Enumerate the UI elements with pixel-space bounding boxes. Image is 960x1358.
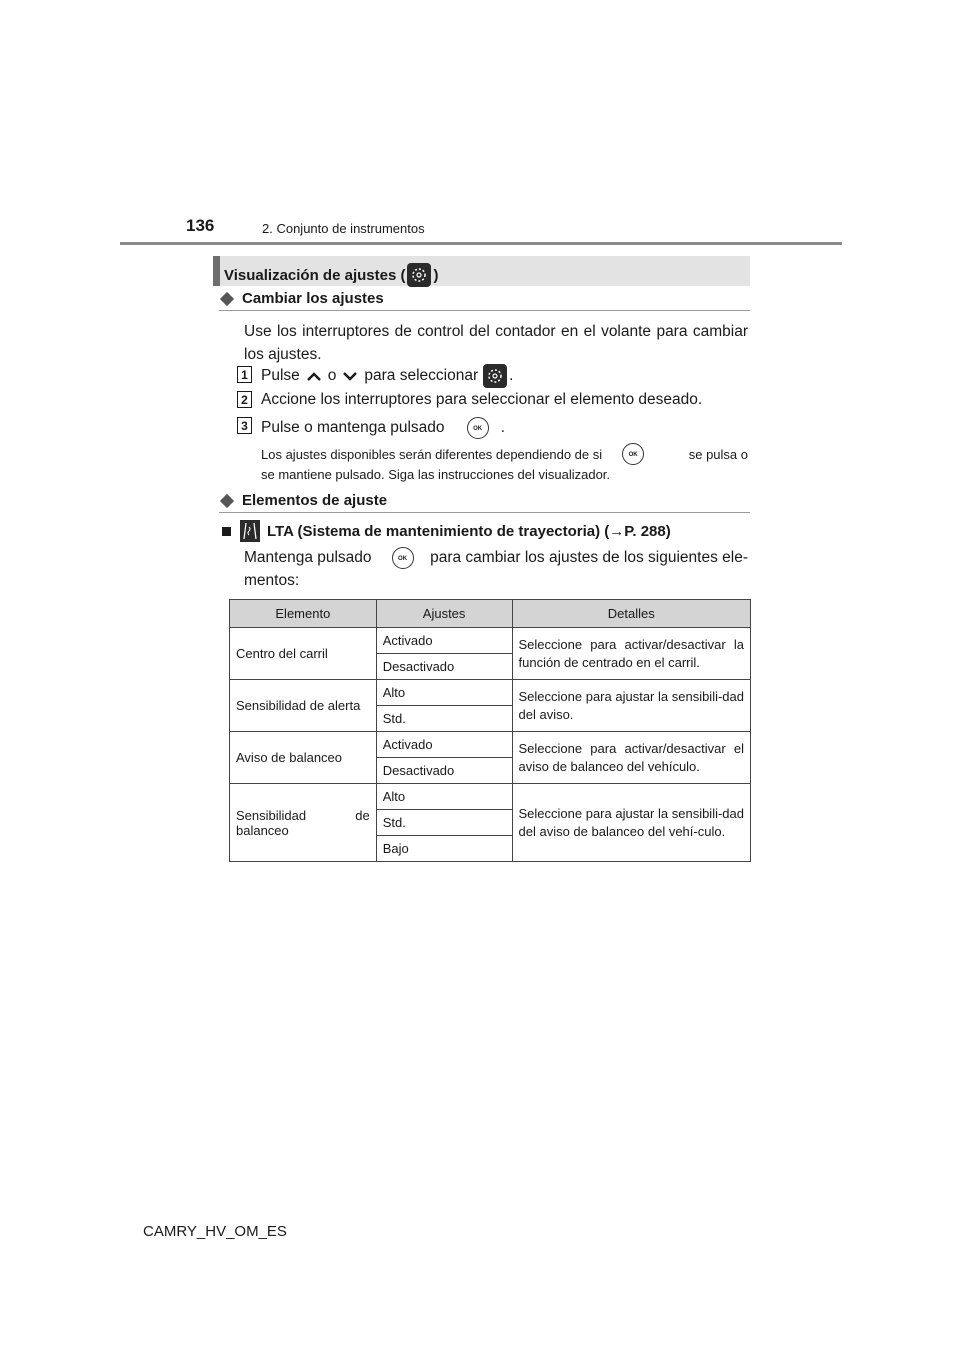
- step-3-part2: .: [500, 419, 505, 436]
- table-cell-setting: Alto: [376, 680, 512, 706]
- step-1-part2: o: [327, 367, 337, 384]
- diamond-bullet-icon: [220, 493, 234, 507]
- table-cell-detail: Seleccione para activar/desactivar la función de centrado en el carril.: [512, 628, 751, 680]
- chevron-down-icon: [336, 367, 364, 385]
- step-number: 1: [237, 366, 252, 383]
- table-row: [230, 784, 751, 810]
- table-row: [230, 628, 751, 654]
- lta-instructions: [244, 546, 748, 592]
- section-title-suffix: ): [433, 266, 439, 284]
- change-settings-heading: [219, 290, 384, 307]
- step-1-part4: .: [509, 367, 514, 384]
- lta-heading: [222, 520, 671, 542]
- section-title: [224, 263, 438, 287]
- ok-button-icon: OK: [392, 547, 414, 569]
- table-cell-setting: Desactivado: [376, 654, 512, 680]
- page-number: 136: [186, 216, 215, 235]
- lta-line2: mentos:: [244, 572, 300, 589]
- manual-code: CAMRY_HV_OM_ES: [143, 1223, 287, 1240]
- table-cell-setting: Alto: [376, 784, 512, 810]
- table-row: [230, 680, 751, 706]
- step-3-part1: Pulse o mantenga pulsado: [261, 419, 445, 436]
- table-cell-feature: Aviso de balanceo: [230, 732, 377, 784]
- table-cell-setting: Desactivado: [376, 758, 512, 784]
- step-2-text: Accione los interruptores para seleccionar el elemento deseado.: [261, 391, 703, 408]
- setting-elements-rule: [219, 512, 750, 513]
- chapter-title: 2. Conjunto de instrumentos: [262, 221, 425, 236]
- table-header: Detalles: [512, 600, 751, 628]
- table-cell-detail: Seleccione para ajustar la sensibili-dad del aviso.: [512, 680, 751, 732]
- diamond-bullet-icon: [220, 291, 234, 305]
- change-settings-intro: Use los interruptores de control del contador en el volante para cambiar los ajustes.: [244, 323, 748, 363]
- table-header: Ajustes: [376, 600, 512, 628]
- table-cell-detail: Seleccione para activar/desactivar el aviso de balanceo del vehículo.: [512, 732, 751, 784]
- lta-title: LTA (Sistema de mantenimiento de trayectoria) (: [267, 522, 610, 540]
- step-1-text: [261, 364, 513, 388]
- step-1-part3: para seleccionar: [364, 367, 479, 384]
- note-part2: se pulsa o: [688, 446, 748, 462]
- table-cell-setting: Bajo: [376, 836, 512, 862]
- table-cell-feature: Sensibilidad de balanceo: [230, 784, 377, 862]
- ok-button-icon: OK: [467, 417, 489, 439]
- step-number: 2: [237, 391, 252, 408]
- table-cell-feature: Centro del carril: [230, 628, 377, 680]
- page-ref-arrow: →: [609, 522, 625, 540]
- lta-page-ref[interactable]: P. 288): [624, 522, 671, 540]
- table-cell-setting: Activado: [376, 732, 512, 758]
- step-3-text: [261, 417, 505, 439]
- settings-gear-icon: [407, 263, 431, 287]
- note-line2: se mantiene pulsado. Siga las instrucciones del visualizador.: [261, 467, 611, 482]
- table-cell-setting: Std.: [376, 706, 512, 732]
- table-header-row: [230, 600, 751, 628]
- ok-button-icon: OK: [622, 443, 644, 465]
- table-cell-detail: Seleccione para ajustar la sensibili-dad del aviso de balanceo del vehí-culo.: [512, 784, 751, 862]
- table-row: [230, 732, 751, 758]
- lta-part1: Mantenga pulsado: [244, 549, 372, 566]
- note-part1: Los ajustes disponibles serán diferentes dependiendo de si: [261, 446, 603, 462]
- step-number: 3: [237, 417, 252, 434]
- settings-gear-icon: [483, 364, 507, 388]
- chevron-up-icon: [300, 367, 328, 385]
- setting-elements-heading: [219, 492, 387, 509]
- square-bullet-icon: [222, 527, 231, 536]
- table-cell-setting: Std.: [376, 810, 512, 836]
- header-divider: [120, 242, 842, 245]
- change-settings-heading-text: Cambiar los ajustes: [242, 290, 384, 307]
- table-cell-feature: Sensibilidad de alerta: [230, 680, 377, 732]
- step-1-part1: Pulse: [261, 367, 300, 384]
- settings-note: [261, 443, 748, 484]
- setting-elements-heading-text: Elementos de ajuste: [242, 492, 388, 509]
- lta-part2: para cambiar los ajustes de los siguientes ele-: [430, 549, 748, 566]
- lta-lane-icon: [240, 520, 260, 542]
- lta-settings-table: [229, 599, 751, 862]
- section-title-prefix: Visualización de ajustes (: [224, 266, 406, 284]
- table-cell-setting: Activado: [376, 628, 512, 654]
- change-settings-rule: [219, 310, 750, 311]
- table-header: Elemento: [230, 600, 377, 628]
